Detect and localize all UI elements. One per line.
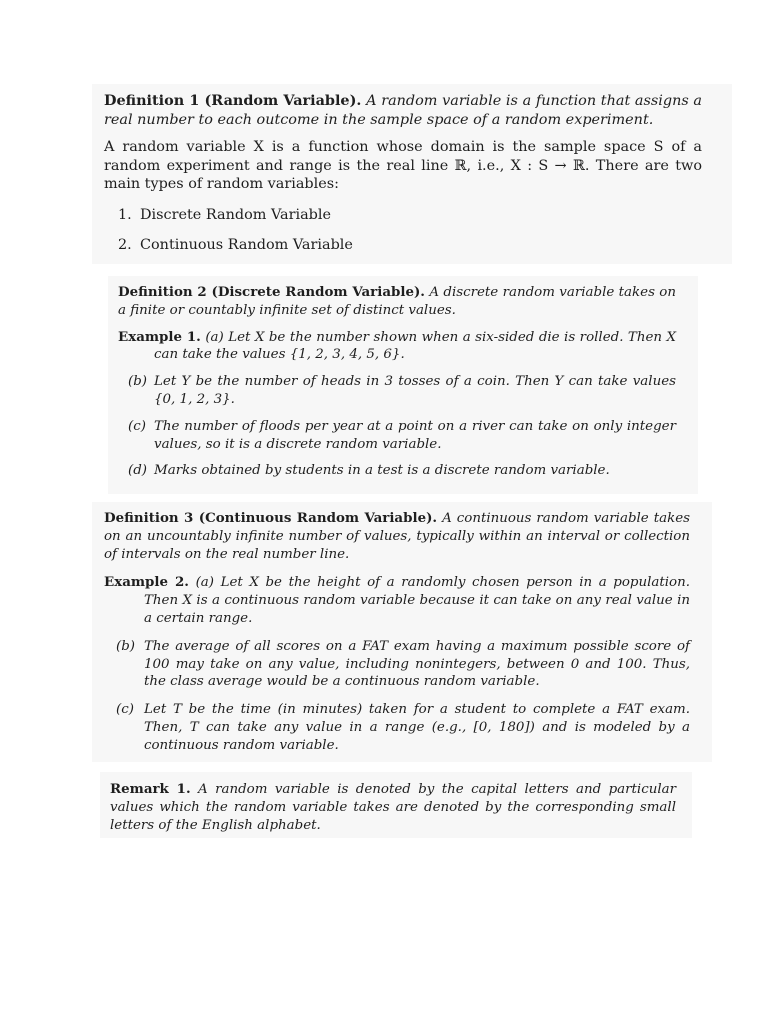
remark-1 <box>110 781 676 834</box>
remark-1-title: Remark 1. <box>110 781 191 797</box>
example-1-title: Example 1. <box>118 328 201 345</box>
item-label: (c) <box>128 418 146 434</box>
list-item <box>104 236 702 255</box>
item-label: (d) <box>128 463 148 479</box>
example-1-item <box>118 418 676 454</box>
definition-2 <box>118 284 676 320</box>
definition-3-text: A continuous random variable takes on an uncountably infinite number of values, typically within an interval or collection of intervals on the real number line. <box>104 511 690 562</box>
intro-paragraph: A random variable X is a function whose domain is the sample space S of a random experiment and range is the real line ℝ, i.e., X : S → ℝ. There are two main types of random variables: <box>104 139 702 192</box>
definition-1-title: Definition 1 (Random Variable). <box>104 92 362 109</box>
definition-1-text: A random variable is a function that assigns a real number to each outcome in the sample space of a random experiment. <box>104 93 702 128</box>
definition-1-section <box>92 84 732 264</box>
list-number: 2. <box>118 237 132 253</box>
item-text: Let T be the time (in minutes) taken for a student to complete a FAT exam. Then, T can take any value in a range (e.g., [0, 180]) and is modeled by a continuous random variable. <box>144 702 690 753</box>
example-2-title: Example 2. <box>104 574 189 591</box>
item-label: (b) <box>116 638 136 654</box>
definition-3-title: Definition 3 (Continuous Random Variable). <box>104 510 438 526</box>
definition-3-section <box>92 502 712 762</box>
list-item <box>104 206 702 225</box>
list-item-label: Discrete Random Variable <box>140 206 332 223</box>
item-text: The number of floods per year at a point on a river can take on only integer values, so it is a discrete random variable. <box>154 418 676 452</box>
item-text: Marks obtained by students in a test is a discrete random variable. <box>154 463 610 479</box>
item-label: (b) <box>128 374 148 390</box>
example-2-item <box>104 701 690 754</box>
example-2-a-text: (a) Let X be the height of a randomly chosen person in a population. Then X is a continuous random variable because it can take on any real value in a certain range. <box>144 575 690 626</box>
list-number: 1. <box>118 206 132 223</box>
example-2-part-a <box>104 574 690 627</box>
example-2-item <box>104 638 690 691</box>
definition-1 <box>104 92 702 129</box>
types-list <box>104 206 702 255</box>
remark-1-text: A random variable is denoted by the capital letters and particular values which the random variable takes are denoted by the corresponding small letters of the English alphabet. <box>110 782 677 833</box>
example-1-part-a <box>118 329 676 365</box>
list-item-label: Continuous Random Variable <box>140 237 353 253</box>
remark-section <box>100 772 692 838</box>
item-text: The average of all scores on a FAT exam having a maximum possible score of 100 may take on any value, including nonintegers, between 0 and 100. Thus, the class average would be a continuous random variable. <box>144 638 690 690</box>
definition-2-text: A discrete random variable takes on a finite or countably infinite set of distinct values. <box>118 285 676 318</box>
example-1-item <box>118 373 676 409</box>
item-text: Let Y be the number of heads in 3 tosses of a coin. Then Y can take values {0, 1, 2, 3}. <box>154 374 676 407</box>
definition-2-section <box>108 276 698 494</box>
definition-2-title: Definition 2 (Discrete Random Variable). <box>118 284 425 300</box>
example-1-item <box>118 462 676 480</box>
example-1-a-text: (a) Let X be the number shown when a six-sided die is rolled. Then X can take the values {1, 2, 3, 4, 5, 6}. <box>154 329 676 363</box>
item-label: (c) <box>116 702 134 718</box>
definition-3 <box>104 510 690 563</box>
